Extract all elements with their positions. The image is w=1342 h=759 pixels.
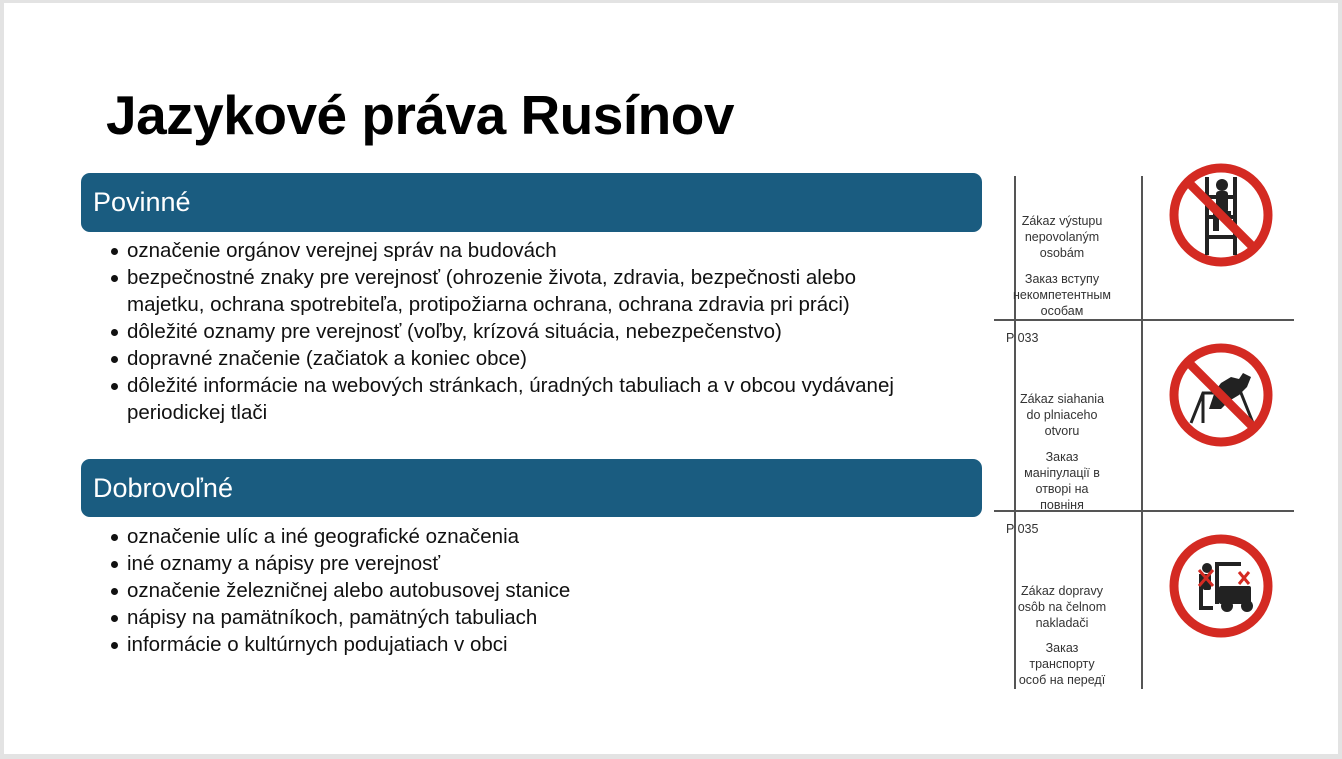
list-item: iné oznamy a nápisy pre verejnosť [108,550,938,577]
no-riding-forklift-icon [1169,534,1273,638]
list-item: dôležité informácie na webových stránkach, úradných tabuliach a v obcou vydávanej periodickej tlači [108,372,938,426]
list-item: dôležité oznamy pre verejnosť (voľby, krízová situácia, nebezpečenstvo) [108,318,938,345]
list-item: dopravné značenie (začiatok a koniec obce) [108,345,938,372]
sign-caption-rue: Заказ транспорту особ на передї [1018,641,1106,687]
sign-code: P 035 [1006,522,1039,536]
mandatory-list [108,237,938,426]
list-item: označenie železničnej alebo autobusovej stanice [108,577,938,604]
list-item: bezpečnostné znaky pre verejnosť (ohrozenie života, zdravia, bezpečnosti alebo majetku, ochrana spotrebiteľa, protipožiarna ochrana, ochrana zdravia pri práci) [108,264,938,318]
section-heading-mandatory: Povinné [93,187,191,217]
section-header-mandatory [81,173,982,232]
slide [4,3,1338,754]
sign-caption-sk: Zákaz výstupu nepovolaným osobám [1021,214,1103,260]
no-reaching-into-opening-icon [1169,343,1273,447]
sign-caption-rue: Заказ маніпулації в отворі на повніня [1024,450,1100,512]
section-heading-voluntary: Dobrovoľné [93,472,233,503]
voluntary-list [108,523,938,658]
sign-caption-rue: Заказ вступу некомпетентным особам [1013,272,1111,318]
table-row-divider [994,319,1294,321]
section-header-voluntary [81,459,982,517]
sign-caption-sk: Zákaz siahania do plniaceho otvoru [1019,392,1105,438]
sign-caption-sk: Zákaz dopravy osôb na čelnom nakladači [1017,584,1107,630]
list-item: informácie o kultúrnych podujatiach v obci [108,631,938,658]
list-item: označenie ulíc a iné geografické označenia [108,523,938,550]
table-divider-middle [1141,176,1143,689]
no-climbing-ladder-icon [1169,163,1273,267]
sign-code: P 033 [1006,331,1039,345]
list-item: označenie orgánov verejnej správ na budovách [108,237,938,264]
list-item: nápisy na pamätníkoch, pamätných tabuliach [108,604,938,631]
slide-title: Jazykové práva Rusínov [106,84,734,146]
safety-signs-table [994,173,1294,689]
